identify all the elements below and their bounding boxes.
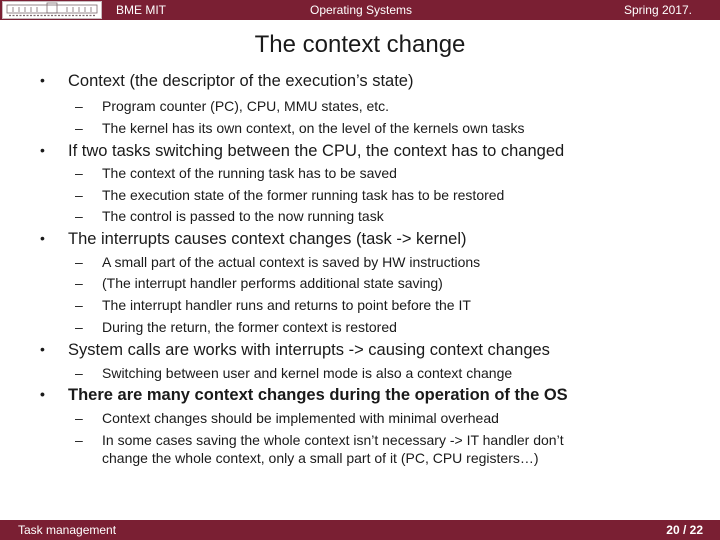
sub-bullet-item [75, 275, 443, 291]
sub-bullet-item [75, 120, 525, 136]
bullet-icon: • [40, 142, 45, 158]
sub-bullet-item [75, 410, 499, 426]
bullet-text: System calls are works with interrupts -> causing context changes [68, 341, 550, 359]
sub-bullet-text: During the return, the former context is restored [102, 319, 397, 335]
dash-icon: – [75, 120, 83, 136]
bullet-text: Context (the descriptor of the execution’s state) [68, 72, 414, 90]
bullet-icon: • [40, 72, 45, 88]
bullet-item [40, 230, 467, 249]
footer-section: Task management [18, 523, 117, 537]
header-institution: BME MIT [116, 3, 166, 17]
sub-bullet-text: The context of the running task has to be saved [102, 165, 397, 181]
dash-icon: – [75, 432, 83, 448]
sub-bullet-text: A small part of the actual context is saved by HW instructions [102, 254, 481, 270]
slide-number: 20 / 22 [666, 523, 703, 537]
sub-bullet-item [75, 319, 397, 335]
sub-bullet-text: The control is passed to the now running task [102, 208, 384, 224]
bullet-icon: • [40, 230, 45, 246]
bullet-text: There are many context changes during the operation of the OS [68, 386, 568, 404]
sub-bullet-text: change the whole context, only a small part of it (PC, CPU registers…) [102, 450, 539, 466]
sub-bullet-text: Context changes should be implemented with minimal overhead [102, 410, 499, 426]
dash-icon: – [75, 254, 83, 270]
dash-icon: – [75, 410, 83, 426]
bullet-item [40, 341, 550, 360]
header-semester: Spring 2017. [623, 3, 692, 17]
bullet-item [40, 72, 414, 91]
sub-bullet-item [75, 98, 390, 114]
sub-bullet-text: Switching between user and kernel mode is also a context change [102, 365, 513, 381]
sub-bullet-item [75, 254, 481, 270]
dash-icon: – [75, 208, 83, 224]
dash-icon: – [75, 165, 83, 181]
sub-bullet-item [75, 208, 384, 224]
bullet-text: If two tasks switching between the CPU, the context has to changed [68, 142, 565, 160]
sub-bullet-text: The kernel has its own context, on the level of the kernels own tasks [102, 120, 525, 136]
dash-icon: – [75, 297, 83, 313]
slide-title: The context change [254, 31, 466, 58]
footer-bar [0, 520, 720, 540]
bullet-item [40, 386, 568, 405]
dash-icon: – [75, 275, 83, 291]
sub-bullet-item [75, 432, 564, 448]
dash-icon: – [75, 98, 83, 114]
sub-bullet-item [75, 165, 397, 181]
sub-bullet-text: Program counter (PC), CPU, MMU states, etc. [102, 98, 390, 114]
dash-icon: – [75, 365, 83, 381]
sub-bullet-text: The interrupt handler runs and returns to point before the IT [102, 297, 471, 313]
sub-bullet-item [75, 297, 471, 313]
bullet-icon: • [40, 341, 45, 357]
sub-bullet-text: (The interrupt handler performs additional state saving) [102, 275, 443, 291]
header-course: Operating Systems [310, 3, 413, 17]
sub-bullet-item [75, 365, 513, 381]
bullet-text: The interrupts causes context changes (task -> kernel) [68, 230, 467, 248]
sub-bullet-continuation [102, 450, 539, 466]
bullet-item [40, 142, 565, 161]
sub-bullet-item [75, 187, 505, 203]
bullet-icon: • [40, 386, 45, 402]
sub-bullet-text: In some cases saving the whole context isn’t necessary -> IT handler don’t [102, 432, 564, 448]
sub-bullet-text: The execution state of the former running task has to be restored [102, 187, 505, 203]
dash-icon: – [75, 319, 83, 335]
dash-icon: – [75, 187, 83, 203]
